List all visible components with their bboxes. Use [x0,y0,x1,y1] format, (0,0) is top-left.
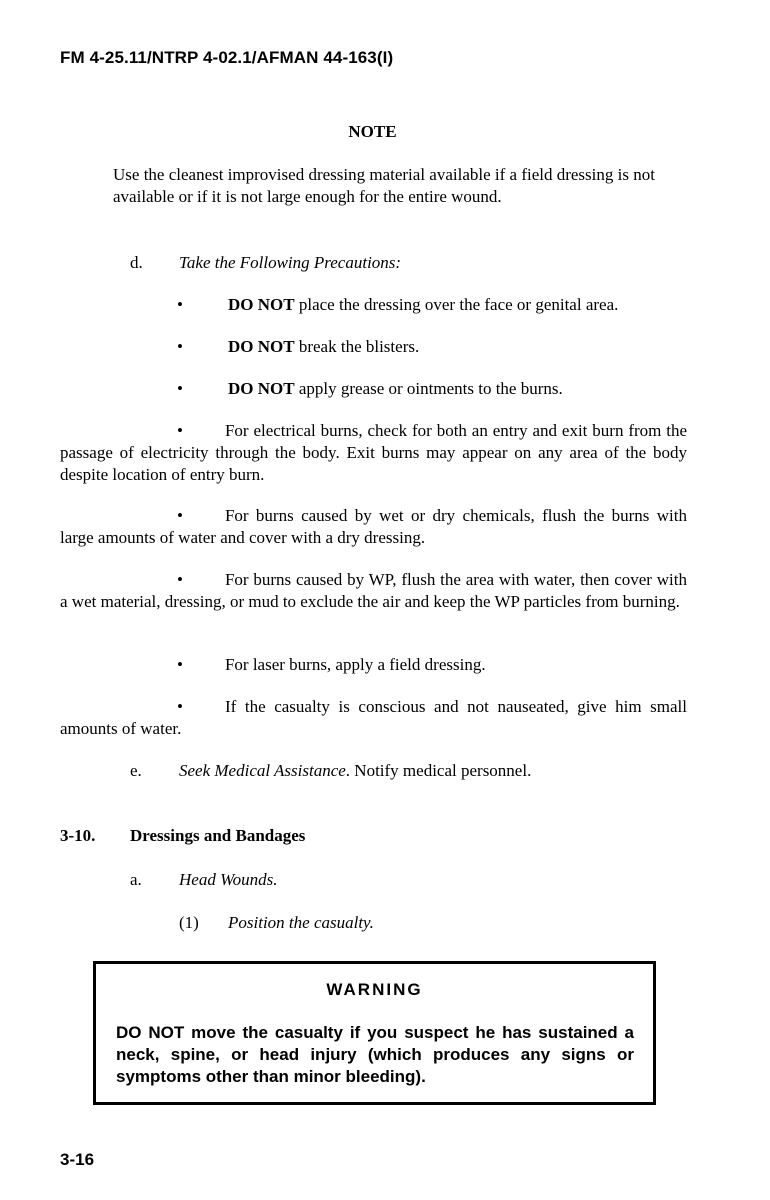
list-item-body: For laser burns, apply a field dressing. [224,655,486,674]
list-item [177,378,183,400]
bullet-icon: • [177,421,183,440]
list-item [60,420,687,486]
warning-title: WARNING [326,980,423,999]
list-item [60,569,687,613]
step-text: Position the casualty. [228,913,374,932]
section-title: Dressings and Bandages [130,826,306,845]
list-item-body: If the casualty is conscious and not nauseated, give him small amounts of water. [60,697,687,738]
bold-emphasis: DO NOT [228,295,295,314]
bold-emphasis: DO NOT [228,337,295,356]
bullet-icon: • [177,337,183,356]
list-item [60,696,687,740]
step-number: (1) [179,913,199,932]
assistance-letter: e. [130,761,142,780]
subsection-title: Head Wounds [179,870,274,889]
list-item-body: For electrical burns, check for both an entry and exit burn from the passage of electricity through the body. Exit burns may appear on any area of the body despite location of entry burn. [60,421,687,484]
list-item [177,294,183,316]
list-item [60,654,687,676]
list-item-text [228,336,419,358]
bullet-icon: • [177,379,183,398]
page-number: 3-16 [60,1150,95,1169]
bullet-icon: • [177,697,183,716]
list-item [177,336,183,358]
list-item [60,505,687,549]
assistance-text: . Notify medical personnel. [345,761,532,780]
note-title: NOTE [348,122,397,141]
list-item-body: break the blisters. [294,337,420,356]
document-header: FM 4-25.11/NTRP 4-02.1/AFMAN 44-163(I) [60,48,394,67]
section-number: 3-10. [60,826,96,845]
precautions-letter: d. [130,253,143,272]
bullet-icon: • [177,506,183,525]
subsection-letter: a. [130,870,142,889]
list-item-text [228,294,618,316]
warning-body: DO NOT move the casualty if you suspect he has sustained a neck, spine, or head injury (which produces any signs or symptoms other than minor bleeding). [116,1023,634,1086]
subsection-period: . [273,870,278,889]
list-item-body: apply grease or ointments to the burns. [294,379,563,398]
list-item-text [228,378,563,400]
bullet-icon: • [177,655,183,674]
assistance-paragraph [130,760,532,782]
bullet-icon: • [177,295,183,314]
precautions-title: Take the Following Precautions [179,253,396,272]
list-item-body: For burns caused by WP, flush the area with water, then cover with a wet material, dressing, or mud to exclude the air and keep the WP particles from burning. [60,570,687,611]
list-item-body: place the dressing over the face or genital area. [294,295,619,314]
warning-box [93,961,656,1105]
bold-emphasis: DO NOT [228,379,295,398]
list-item-body: For burns caused by wet or dry chemicals, flush the burns with large amounts of water and cover with a dry dressing. [60,506,687,547]
assistance-title: Seek Medical Assistance [179,761,346,780]
note-body: Use the cleanest improvised dressing material available if a field dressing is not available or if it is not large enough for the entire wound. [113,165,655,206]
precautions-heading [130,252,402,274]
precautions-colon: : [395,253,402,272]
subsection-heading [179,869,278,891]
bullet-icon: • [177,570,183,589]
